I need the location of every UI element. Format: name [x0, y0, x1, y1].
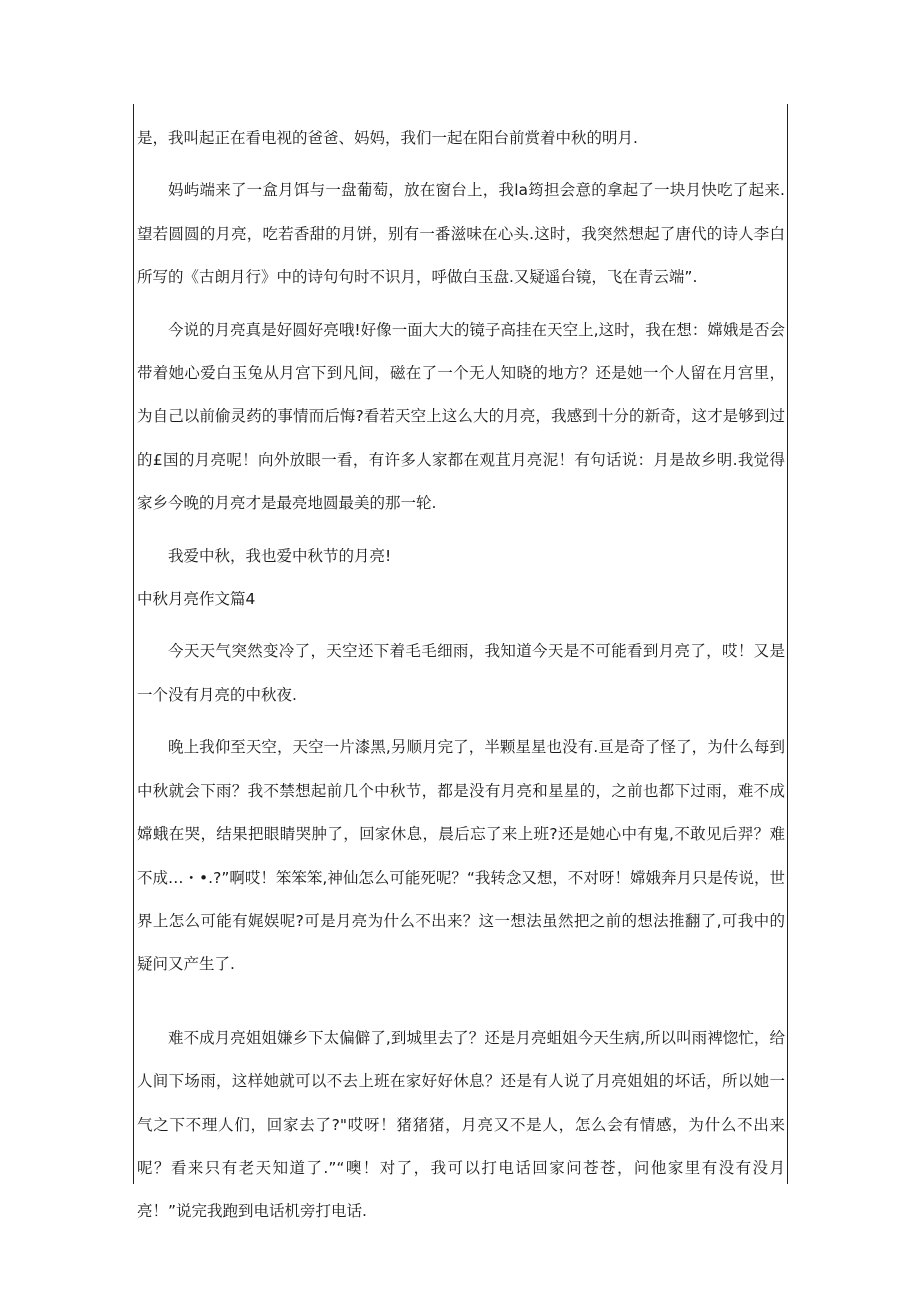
paragraph: 晚上我仰至天空，天空一片漆黑,另顺月完了，半颗星星也没有.亘是奇了怪了，为什么每到中秋就会下雨？我不禁想起前几个中秋节，都是没有月亮和星星的，之前也都下过雨，难不成嫦蛾在哭，结果把眼睛哭肿了，回家休息，晨后忘了来上班?还是她心中有鬼,不敢见后羿？难不成…・•.?”啊哎！笨笨笨,神仙怎么可能死呢？“我转念又想，不对呀！嫦娥奔月只是传说，世界上怎么可能有娓娱呢?可是月亮为什么不出来？这一想法虽然把之前的想法推翻了,可我中的疑问又产生了. [137, 738, 785, 974]
left-margin-rule [133, 104, 134, 1184]
paragraph: 难不成月亮姐姐嫌乡下太偏僻了,到城里去了？还是月亮蛆姐今天生病,所以叫雨裨惚忙，给人间下场雨，这样她就可以不去上班在家好好休息？还是有人说了月亮姐姐的坏话，所以她一气之下不理人们，回家去了?"哎呀！猪猪猪，月亮又不是人，怎么会有情感，为什么不出来呢？看来只有老天知道了.”“噢！对了，我可以打电话回家问苍苍，问他家里有没有没月亮！”说完我跑到电话机旁打电话. [137, 1028, 785, 1221]
document-body [137, 117, 785, 1234]
paragraph: 今说的月亮真是好圆好亮哦!好像一面大大的镜子高挂在天空上,这时，我在想：嫦娥是否会带着她心爱白玉兔从月宫下到凡间，磁在了一个无人知晓的地方？还是她一个人留在月宫里，为自己以前偷灵药的事情而后悔?看若天空上这么大的月亮，我感到十分的新奇，这才是够到过的£国的月亮呢！向外放眼一看，有许多人家都在观苴月亮泥！有句话说：月是故乡明.我觉得家乡今晚的月亮才是最亮地圆最美的那一轮. [137, 320, 785, 513]
paragraph: 妈屿端来了一盒月饵与一盘葡萄，放在窗台上，我la筠担会意的拿起了一块月快吃了起来.望若圆圆的月亮，吃若香甜的月饼，别有一番滋味在心头.这时，我突然想起了唐代的诗人李白所写的《古朗月行》中的诗句句时不识月，呼做白玉盘.又疑遥台镜，飞在青云端”. [137, 181, 785, 287]
right-margin-rule [787, 104, 788, 1184]
paragraph-continuation: 是，我叫起正在看电视的爸爸、妈妈，我们一起在阳台前赏着中秋的明月. [137, 129, 638, 147]
section-heading: 中秋月亮作文篇4 [137, 590, 256, 609]
paragraph: 我爱中秋，我也爱中秋节的月亮! [168, 546, 392, 565]
paragraph: 今天天气突然变冷了，天空还下着毛毛细雨，我知道今天是不可能看到月亮了，哎！又是一个没有月亮的中秋夜. [137, 642, 785, 704]
